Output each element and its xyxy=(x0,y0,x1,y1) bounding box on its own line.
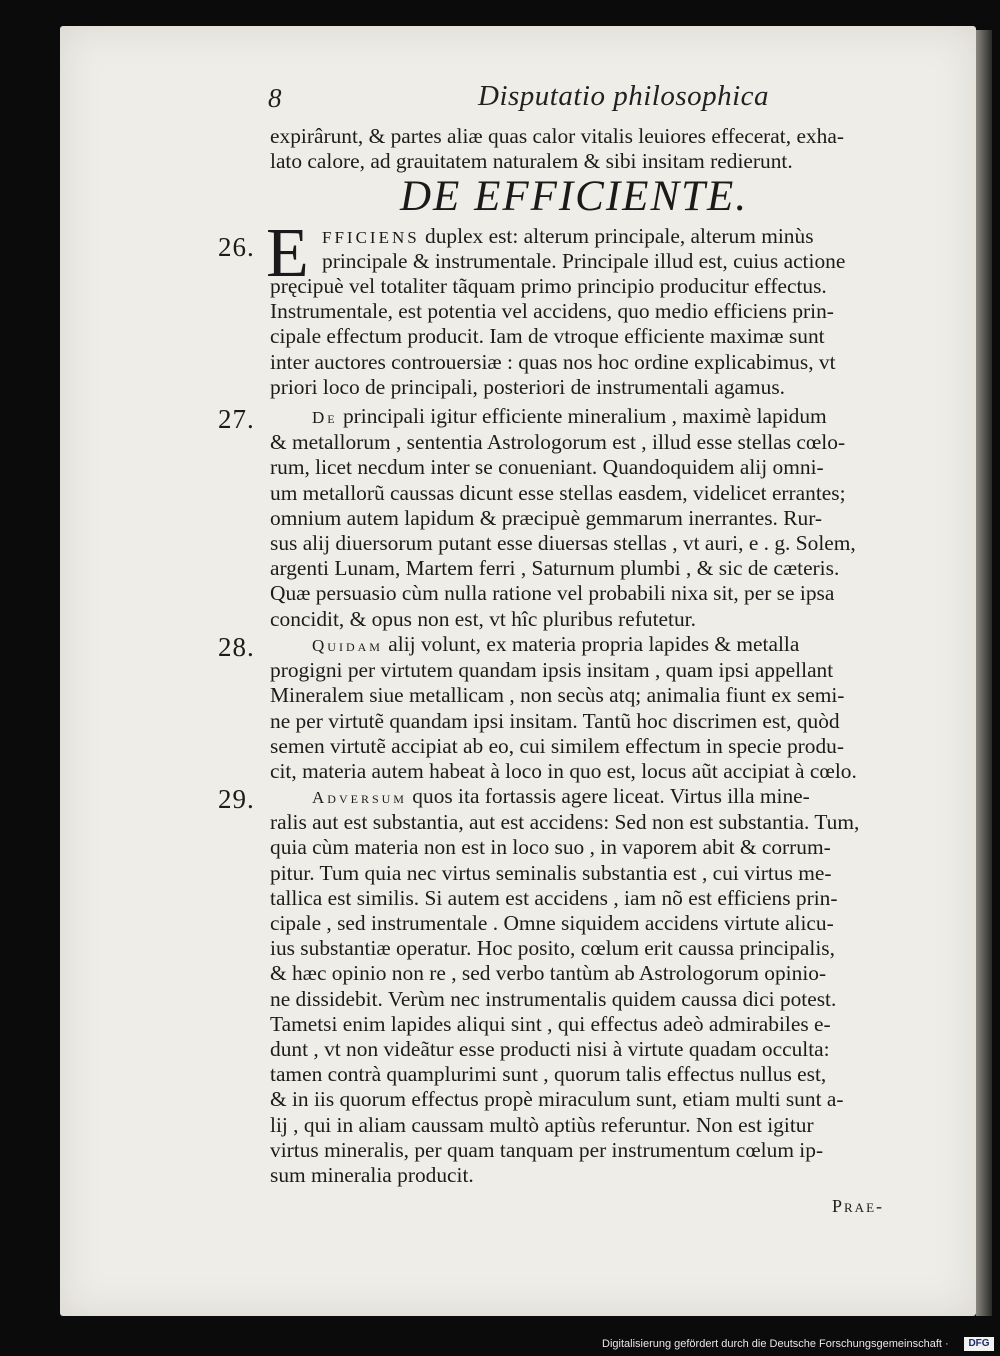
lead-word: Adversum xyxy=(312,788,407,807)
text-line: Tametsi enim lapides aliqui sint , qui effectus adeò admirabiles e- xyxy=(270,1011,831,1036)
paragraph-number: 29. xyxy=(218,784,255,814)
text-line: principale & instrumentale. Principale illud est, cuius actione xyxy=(322,249,846,273)
page-number: 8 xyxy=(268,83,282,113)
paragraph-26-indented xyxy=(322,249,930,274)
text-line: lij , qui in aliam caussam multò aptiùs referuntur. Non est igitur xyxy=(270,1112,814,1137)
digitization-credit: Digitalisierung gefördert durch die Deutsche Forschungsgemeinschaft · xyxy=(602,1338,949,1350)
text-line: Quæ persuasio cùm nulla ratione vel probabili nixa sit, per se ipsa xyxy=(270,581,835,606)
text-line: tallica est similis. Si autem est accidens , iam nõ est efficiens prin- xyxy=(270,885,838,910)
dfg-logo: DFG xyxy=(964,1337,994,1351)
text-line: lato calore, ad grauitatem naturalem & sibi insitam redierunt. xyxy=(270,149,793,174)
text-line: Mineralem siue metallicam , non secùs atq; animalia fiunt ex semi- xyxy=(270,683,845,708)
text-line: alij volunt, ex materia propria lapides & metalla xyxy=(382,632,800,656)
text-line: duplex est: alterum principale, alterum minùs xyxy=(419,224,814,248)
text-line: priori loco de principali, posteriori de instrumentali agamus. xyxy=(270,374,786,399)
paragraph-number: 28. xyxy=(218,632,255,662)
text-line: cit, materia autem habeat à loco in quo est, locus aũt accipiat à cœlo. xyxy=(270,759,857,784)
paragraph-26-body xyxy=(270,274,930,400)
text-line: dunt , vt non videãtur esse producti nisi à virtute quadam occulta: xyxy=(270,1037,830,1062)
section-heading: DE EFFICIENTE. xyxy=(400,173,749,220)
text-line: argenti Lunam, Martem ferri , Saturnum plumbi , & sic de cæteris. xyxy=(270,556,840,581)
lead-word: De xyxy=(312,408,338,427)
text-line: ne per virtutẽ quandam ipsi insitam. Tantũ hoc discrimen est, quòd xyxy=(270,708,840,733)
text-line: expirârunt, & partes aliæ quas calor vitalis leuiores effecerat, exha- xyxy=(270,124,844,148)
text-line: tamen contrà quamplurimi sunt , quorum talis effectus nullus est, xyxy=(270,1062,827,1087)
text-line: sum mineralia producit. xyxy=(270,1163,474,1188)
text-line: progigni per virtutem quandam ipsis insitam , quam ipsi appellant xyxy=(270,658,834,683)
text-line: cipale effectum producit. Iam de vtroque efficiente maximæ sunt xyxy=(270,324,825,349)
text-line: & metallorum , sententia Astrologorum est , illud esse stellas cœlo- xyxy=(270,430,846,455)
text-line: quos ita fortassis agere liceat. Virtus illa mine- xyxy=(406,784,810,808)
paragraph-number: 27. xyxy=(218,404,255,434)
text-line: virtus mineralis, per quam tanquam per instrumentum cœlum ip- xyxy=(270,1137,824,1162)
text-line: cipale , sed instrumentale . Omne siquidem accidens virtute alicu- xyxy=(270,911,834,936)
text-line: & hæc opinio non re , sed verbo tantùm ab Astrologorum opinio- xyxy=(270,961,827,986)
drop-capital: E xyxy=(266,215,309,292)
text-line: principali igitur efficiente mineralium , maximè lapidum xyxy=(337,404,827,428)
catchword: Prae- xyxy=(832,1196,885,1216)
text-line: concidit, & opus non est, vt hîc pluribus refutetur. xyxy=(270,606,696,631)
lead-word: Quidam xyxy=(312,636,383,655)
text-line: pręcipuè vel totaliter tãquam primo principio producitur effectus. xyxy=(270,274,827,298)
page-edge xyxy=(976,30,992,1316)
text-line: ius substantiæ operatur. Hoc posito, cœlum erit caussa principalis, xyxy=(270,936,835,961)
paragraph-29-body xyxy=(270,784,930,1188)
intro-text xyxy=(270,124,930,174)
text-line: pitur. Tum quia nec virtus seminalis substantia est , cui virtus me- xyxy=(270,860,832,885)
text-line: rum, licet necdum inter se conueniant. Quandoquidem alij omni- xyxy=(270,455,824,480)
running-title: Disputatio philosophica xyxy=(478,80,770,112)
lead-word: FFICIENS xyxy=(322,228,420,247)
text-line: inter auctores controuersiæ : quas nos hoc ordine explicabimus, vt xyxy=(270,349,836,374)
paragraph-number: 26. xyxy=(218,232,255,262)
text-line: ne dissidebit. Verùm nec instrumentalis quidem caussa dici potest. xyxy=(270,986,837,1011)
paragraph-27-body xyxy=(270,404,930,632)
text-line: ralis aut est substantia, aut est accidens: Sed non est substantia. Tum, xyxy=(270,810,860,835)
paragraph-28-body xyxy=(270,632,930,784)
text-line: um metallorũ caussas dicunt esse stellas easdem, videlicet errantes; xyxy=(270,480,846,505)
paragraph-first-line xyxy=(322,224,930,250)
text-line: & in iis quorum effectus propè miraculum sunt, etiam multi sunt a- xyxy=(270,1087,844,1112)
text-line: quia cùm materia non est in loco suo , in vaporem abit & corrum- xyxy=(270,835,831,860)
text-line: Instrumentale, est potentia vel accidens, quo medio efficiens prin- xyxy=(270,299,834,324)
text-line: semen virtutẽ accipiat ab eo, cui similem effectum in specie produ- xyxy=(270,733,844,758)
text-line: sus alij diuersorum putant esse diuersas stellas , vt auri, e . g. Solem, xyxy=(270,531,856,556)
text-line: omnium autem lapidum & præcipuè gemmarum inerrantes. Rur- xyxy=(270,505,823,530)
